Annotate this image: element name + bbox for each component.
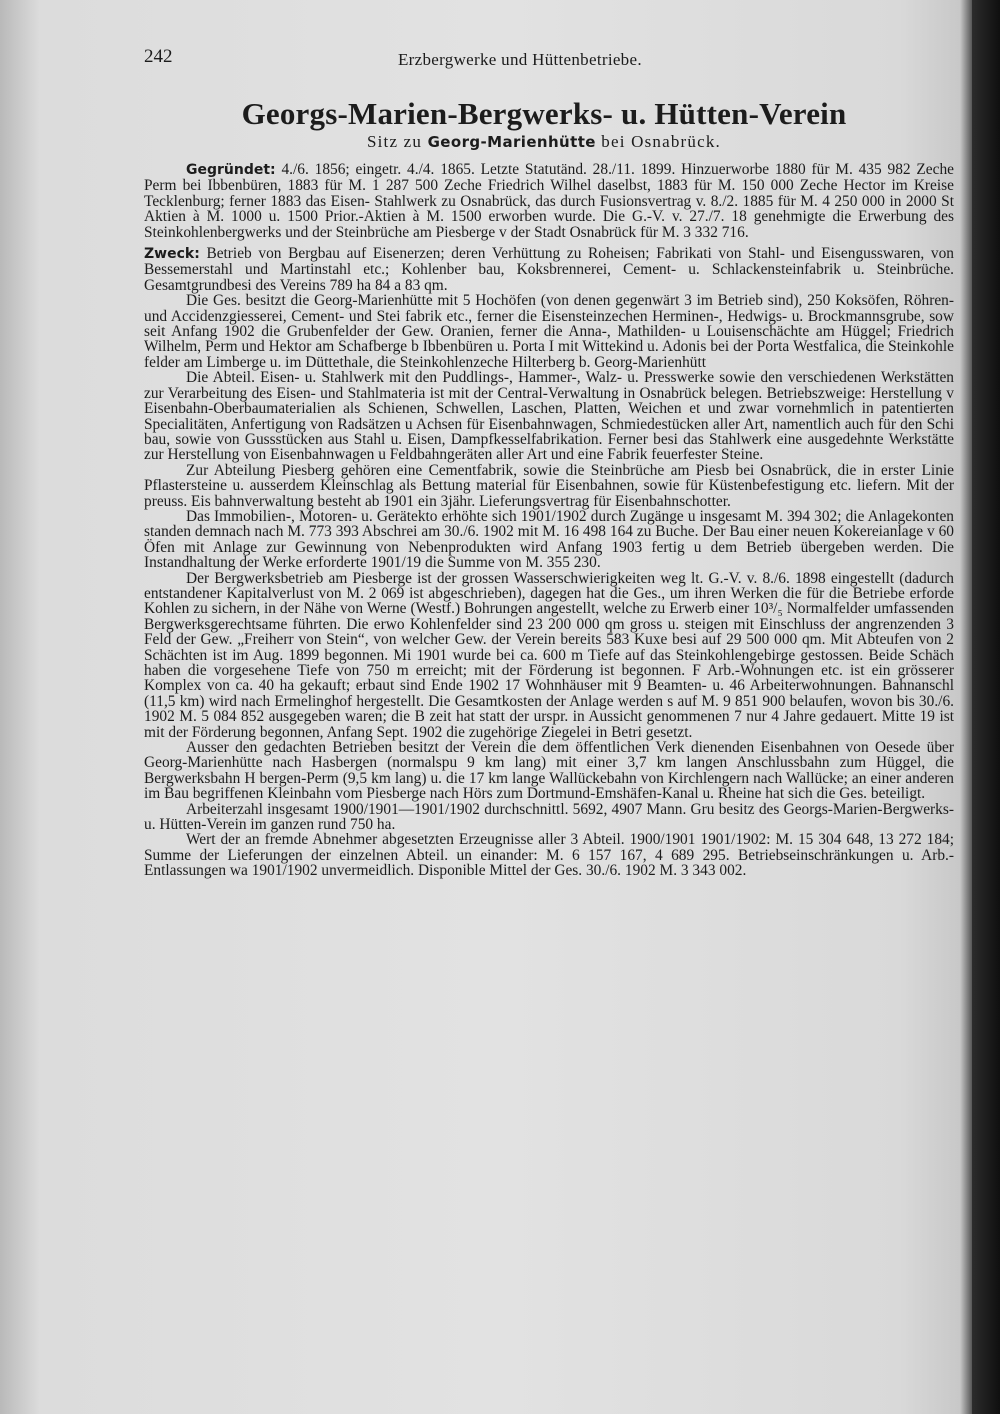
section-title: Erzbergwerke und Hüttenbetriebe. <box>398 50 642 69</box>
body-paragraph: Der Bergwerksbetrieb am Piesberge ist der grossen Wasserschwierigkeiten weg lt. G.-V. v. 8./6. 1898 eingestellt (dadurch entstandener Kapitalverlust von M. 2 069 ist abgeschrieben), dagegen hat die Ges., um ihren Werken die für die Betriebe erforde Kohlen zu sichern, in der Nähe von Werne (Westf.) Bohrungen angestellt, welche zu Erwerb einer 10³/₅ Normalfelder umfassenden Bergwerksgerechtsame führten. Die erwo Kohlenfelder sind 23 200 000 qm gross u. steigen mit Einschluss der angrenzenden 3 Feld der Gew. „Freiherr von Stein“, von welcher Gew. der Verein bereits 583 Kuxe besi auf 29 500 000 qm. Mit Abteufen von 2 Schächten ist im Aug. 1899 begonnen. Mi 1901 wurde bei ca. 600 m Tiefe auf das Steinkohlengebirge gestossen. Beide Schäch haben die vorgesehene Tiefe von 750 m erreicht; mit der Förderung ist begonnen. F Arb.-Wohnungen etc. ist ein grösserer Komplex von ca. 40 ha gekauft; erbaut sind Ende 1902 17 Wohnhäuser mit 9 Beamten- u. 46 Arbeiterwohnungen. Bahnanschl (11,5 km) wird nach Ermelinghof hergestellt. Die Gesamtkosten der Anlage werden s auf M. 9 851 900 belaufen, wovon bis 30./6. 1902 M. 5 084 852 ausgegeben waren; die B zeit hat statt der urspr. in Aussicht genommenen 7 nur 4 Jahre gedauert. Mitte 19 ist mit der Förderung begonnen, Anfang Sept. 1902 die zugehörige Ziegelei in Betri gesetzt. <box>144 569 954 741</box>
company-seat <box>128 132 960 152</box>
page-number: 242 <box>144 46 173 67</box>
founded-paragraph <box>144 162 954 240</box>
body-paragraph: Die Ges. besitzt die Georg-Marienhütte mit 5 Hochöfen (von denen gegenwärt 3 im Betrieb sind), 250 Koksöfen, Röhren- und Accidenzgiesserei, Cement- und Stei fabrik etc., ferner die Eisensteinzechen Herminen-, Hedwigs- u. Brockmannsgrube, sow seit Anfang 1902 die Grubenfelder der Gew. Oranien, ferner die Anna-, Mathilden- u Louisenschächte am Hüggel; Friedrich Wilhelm, Perm und Hektor am Schafberge b Ibbenbüren u. Porta I mit Wittekind u. Adonis bei der Porta Westfalica, die Steinkohle felder am Limberge u. im Düttethale, die Steinkohlenzeche Hilterberg b. Georg-Marienhütt <box>144 292 954 371</box>
company-name: Georgs-Marien-Bergwerks- u. Hütten-Verein <box>241 96 847 131</box>
running-header <box>128 40 960 74</box>
seat-place: Georg-Marienhütte <box>427 133 596 151</box>
founded-label: Gegründet: <box>186 162 276 178</box>
body-paragraph: Zur Abteilung Piesberg gehören eine Cementfabrik, sowie die Steinbrüche am Piesb bei Osnabrück, die in erster Linie Pflastersteine u. ausserdem Kleinschlag als Bettung material für Eisenbahnen, sowie für Küstenbefestigung etc. liefern. Mit der preuss. Eis bahnverwaltung besteht ab 1901 ein 3jähr. Lieferungsvertrag für Eisenbahnschotter. <box>144 461 954 510</box>
body-paragraph: Arbeiterzahl insgesamt 1900/1901—1901/1902 durchschnittl. 5692, 4907 Mann. Gru besitz des Georgs-Marien-Bergwerks- u. Hütten-Verein im ganzen rund 750 ha. <box>144 800 954 834</box>
article-body <box>128 162 960 879</box>
document-page <box>128 40 960 1380</box>
body-paragraph: Das Immobilien-, Motoren- u. Gerätekto erhöhte sich 1901/1902 durch Zugänge u insgesamt M. 394 302; die Anlagekonten standen demnach nach M. 773 393 Abschrei am 30./6. 1902 mit M. 16 498 164 zu Buche. Der Bau einer neuen Kokereianlage v 60 Öfen mit Anlage zur Gewinnung von Nebenprodukten wird Anfang 1903 fertig u dem Betrieb übergeben werden. Die Instandhaltung der Werke erforderte 1901/19 die Summe von M. 355 230. <box>144 507 954 572</box>
body-paragraph: Wert der an fremde Abnehmer abgesetzten Erzeugnisse aller 3 Abteil. 1900/1901 1901/1902: M. 15 304 648, 13 272 184; Summe der Lieferungen der einzelnen Abteil. un einander: M. 6 157 167, 4 689 295. Betriebseinschränkungen u. Arb.-Entlassungen wa 1901/1902 unvermeidlich. Disponible Mittel der Ges. 30./6. 1902 M. 3 343 002. <box>144 831 954 880</box>
book-spine-shadow <box>972 0 1000 1414</box>
purpose-label: Zweck: <box>144 246 200 263</box>
purpose-text: Betrieb von Bergbau auf Eisenerzen; deren Verhüttung zu Roheisen; Fabrikati von Stahl- und Eisengusswaren, von Bessemerstahl und Martinstahl etc.; Kohlenber bau, Koksbrennerei, Cement- u. Schlackensteinfabrik u. Steinbrüche. Gesamtgrundbesi des Vereins 789 ha 84 a 83 qm. <box>144 245 954 294</box>
founded-text: 4./6. 1856; eingetr. 4./4. 1865. Letzte Statutänd. 28./11. 1899. Hinzuerworbe 1880 für M. 435 982 Zeche Perm bei Ibbenbüren, 1883 für M. 1 287 500 Zeche Friedrich Wilhel daselbst, 1883 für M. 150 000 Zeche Hector im Kreise Tecklenburg; ferner 1883 das Eisen- Stahlwerk zu Osnabrück, das durch Fusionsvertrag v. 8./2. 1885 für M. 4 250 000 in 2000 St Aktien à M. 1000 u. 1500 Prior.-Aktien à M. 1500 erworben wurde. Die G.-V. v. 27./7. 18 genehmigte die Erwerbung des Steinkohlenbergwerks und der Steinbrüche am Piesberge v der Stadt Osnabrück für M. 3 332 716. <box>144 161 954 241</box>
body-paragraph: Die Abteil. Eisen- u. Stahlwerk mit den Puddlings-, Hammer-, Walz- u. Presswerke sowie den verschiedenen Werkstätten zur Verarbeitung des Eisen- und Stahlmateria ist mit der Central-Verwaltung in Osnabrück belegen. Betriebszweige: Herstellung v Eisenbahn-Oberbaumaterialien als Schienen, Schwellen, Laschen, Platten, Weichen et und zwar vornehmlich in patentierten Specialitäten, Anfertigung von Radsätzen u Achsen für Eisenbahnwagen, Schmiedestücken aller Art, namentlich auch für den Schi bau, sowie von Gussstücken aus Stahl u. Eisen, Dampfkesselfabrikation. Ferner besi das Stahlwerk eine ausgedehnte Werkstätte zur Herstellung von Eisenbahnwagen u Feldbahngeräten aller Art und eine Fabrik feuerfester Steine. <box>144 369 954 464</box>
seat-prefix: Sitz zu <box>366 132 423 151</box>
purpose-paragraph <box>144 246 954 293</box>
body-paragraph: Ausser den gedachten Betrieben besitzt der Verein die dem öffentlichen Verk dienenden Eisenbahnen von Oesede über Georg-Marienhütte nach Hasbergen (normalspu 9 km lang) mit einer 3,7 km langen Anschlussbahn zum Hüggel, die Bergwerksbahn H bergen-Perm (9,5 km lang) u. die 17 km lange Wallückebahn von Kirchlengern nach Wallücke; an einer anderen im Bau begriffenen Kleinbahn vom Piesberge nach Hörs zum Dortmund-Emshäfen-Kanal u. Rheine hat sich die Ges. beteiligt. <box>144 739 954 803</box>
seat-suffix: bei Osnabrück. <box>601 132 722 151</box>
